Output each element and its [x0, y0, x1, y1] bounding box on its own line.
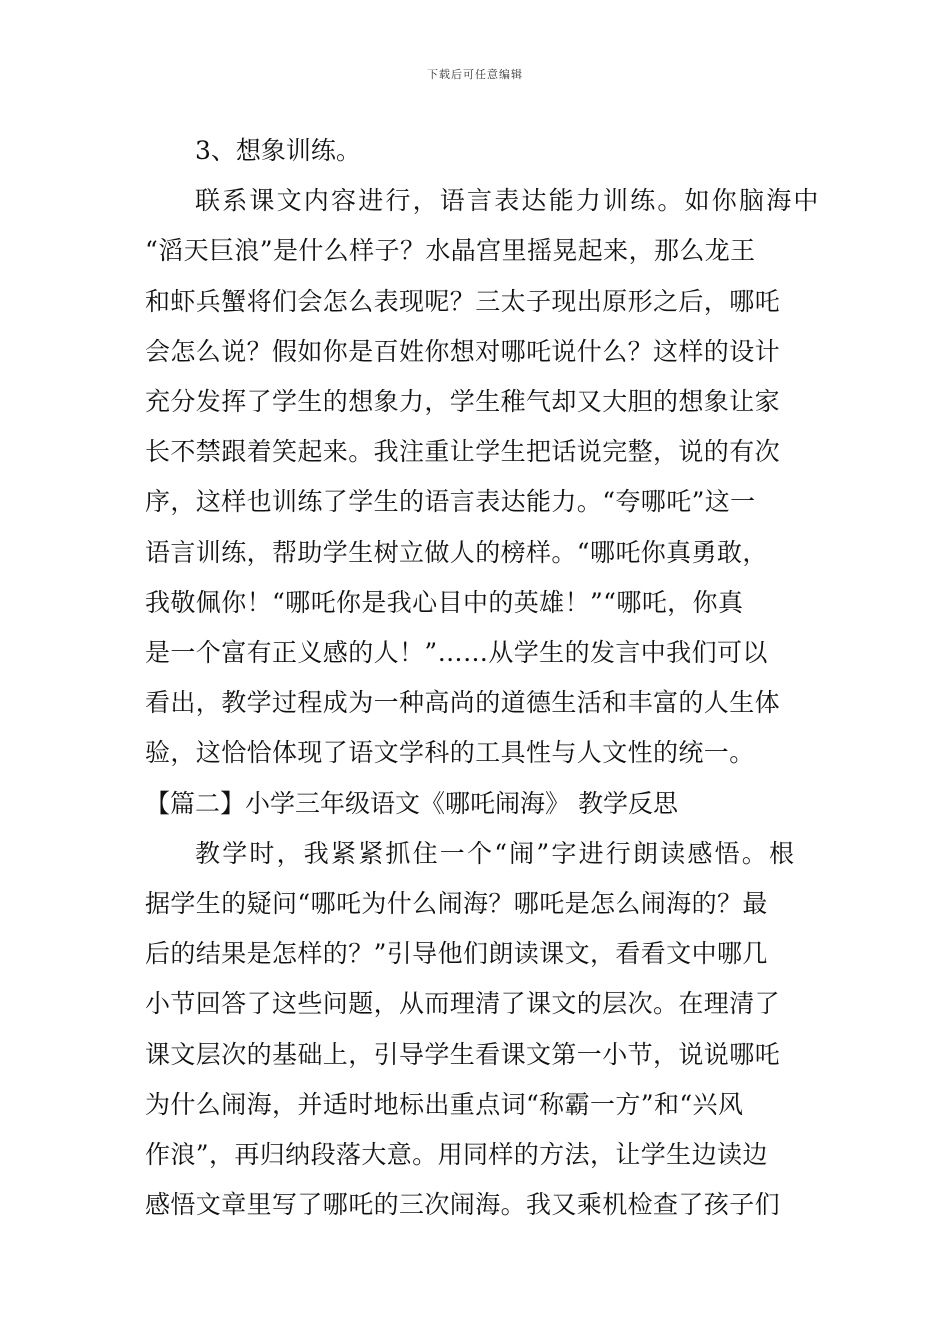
text-line: 看出，教学过程成为一种高尚的道德生活和丰富的人生体: [145, 688, 781, 718]
text-line: 为什么闹海，并适时地标出重点词“称霸一方”和“兴风: [145, 1089, 744, 1119]
text-line: 感悟文章里写了哪吒的三次闹海。我又乘机检查了孩子们: [145, 1190, 781, 1220]
text-line: 据学生的疑问“哪吒为什么闹海？哪吒是怎么闹海的？最: [145, 889, 768, 918]
text-line: 是一个富有正义感的人！”……从学生的发言中我们可以: [145, 638, 768, 667]
text-line: 课文层次的基础上，引导学生看课文第一小节，说说哪吒: [145, 1039, 781, 1069]
text-line: 会怎么说？假如你是百姓你想对哪吒说什么？这样的设计: [145, 336, 781, 366]
text-line: 联系课文内容进行，语言表达能力训练。如你脑海中: [195, 186, 821, 216]
text-line: 小节回答了这些问题，从而理清了课文的层次。在理清了: [145, 989, 781, 1019]
page-header-note: 下载后可任意编辑: [427, 68, 523, 81]
text-line: 后的结果是怎样的？”引导他们朗读课文，看看文中哪几: [145, 939, 768, 969]
text-line: 序，这样也训练了学生的语言表达能力。“夸哪吒”这一: [145, 487, 756, 517]
text-line: 3、想象训练。: [195, 136, 361, 165]
text-line: 作浪”，再归纳段落大意。用同样的方法，让学生边读边: [145, 1140, 768, 1169]
text-line: 语言训练，帮助学生树立做人的榜样。“哪吒你真勇敢，: [145, 537, 768, 567]
text-line: 验，这恰恰体现了语文学科的工具性与人文性的统一。: [145, 738, 755, 768]
text-line: 教学时，我紧紧抓住一个“闹”字进行朗读感悟。根: [195, 838, 797, 868]
section-heading: 【篇二】小学三年级语文《哪吒闹海》 教学反思: [145, 788, 678, 818]
text-line: 充分发挥了学生的想象力，学生稚气却又大胆的想象让家: [145, 387, 781, 416]
text-line: 和虾兵蟹将们会怎么表现呢？三太子现出原形之后，哪吒: [145, 286, 781, 316]
text-line: 我敬佩你！“哪吒你是我心目中的英雄！”“哪吒，你真: [145, 587, 744, 617]
text-line: “滔天巨浪”是什么样子？水晶宫里摇晃起来，那么龙王: [145, 236, 756, 266]
text-line: 长不禁跟着笑起来。我注重让学生把话说完整，说的有次: [145, 437, 781, 467]
